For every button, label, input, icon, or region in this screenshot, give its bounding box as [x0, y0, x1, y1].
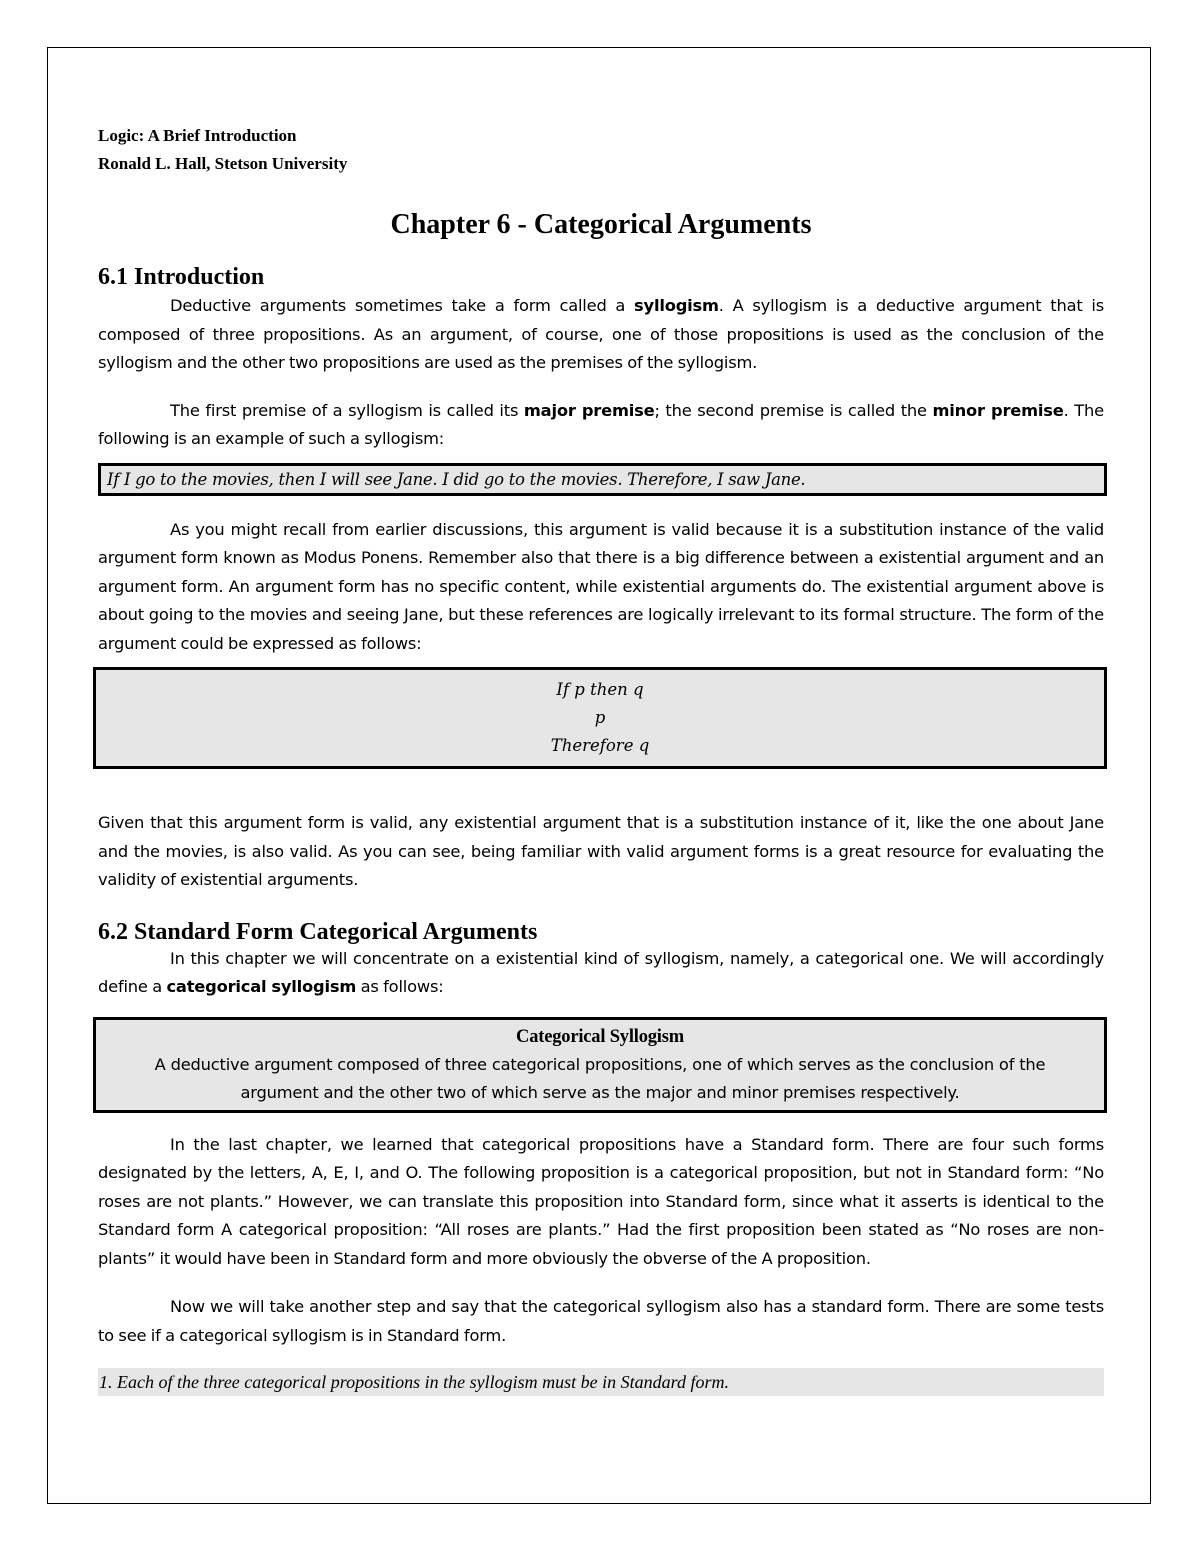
- paragraph-syllogism-intro: Deductive arguments sometimes take a form called a syllogism. A syllogism is a deductive argument that is composed of three propositions. As an argument, of course, one of those propositions is used as the conclusion of the syllogism and the other two propositions are used as the premises of the syllogism.: [98, 296, 1104, 372]
- paragraph-categorical-intro: In this chapter we will concentrate on a existential kind of syllogism, namely, a categorical one. We will accordingly define a categorical syllogism as follows:: [98, 948, 1104, 996]
- standard-form-test-1: 1. Each of the three categorical propositions in the syllogism must be in Standard form.: [98, 1368, 1104, 1396]
- paragraph-standard-tests: Now we will take another step and say that the categorical syllogism also has a standard form. There are some tests to see if a categorical syllogism is in Standard form.: [98, 1297, 1104, 1345]
- paragraph-valid-form: Given that this argument form is valid, any existential argument that is a substitution instance of it, like the one about Jane and the movies, is also valid. As you can see, being familiar with valid argument forms is a great resource for evaluating the validity of existential arguments.: [98, 813, 1104, 889]
- book-title: Logic: A Brief Introduction: [98, 126, 297, 145]
- example-syllogism-box: If I go to the movies, then I will see Jane. I did go to the movies. Therefore, I saw Jane.: [98, 463, 1107, 496]
- form-line-2: p: [594, 708, 606, 727]
- paragraph-modus-ponens: As you might recall from earlier discussions, this argument is valid because it is a substitution instance of the valid argument form known as Modus Ponens. Remember also that there is a big difference between a existential argument and an argument form. An argument form has no specific content, while existential arguments do. The existential argument above is about going to the movies and seeing Jane, but these references are logically irrelevant to its formal structure. The form of the argument could be expressed as follows:: [98, 519, 1104, 653]
- section-heading-intro: 6.1 Introduction: [98, 264, 265, 290]
- term-minor-premise: minor premise: [932, 400, 1064, 420]
- argument-form-box: [93, 667, 1107, 769]
- term-categorical-syllogism: categorical syllogism: [166, 977, 357, 996]
- document-page: [98, 122, 1104, 1396]
- paragraph-premises: The first premise of a syllogism is called its major premise; the second premise is called the minor premise. The following is an example of such a syllogism:: [98, 400, 1104, 448]
- form-line-3: Therefore q: [550, 736, 650, 755]
- section-heading-standard-form: 6.2 Standard Form Categorical Arguments: [98, 918, 538, 945]
- term-major-premise: major premise: [523, 400, 655, 420]
- author-line: Ronald L. Hall, Stetson University: [98, 154, 348, 173]
- definition-title: Categorical Syllogism: [516, 1026, 684, 1047]
- form-line-1: If p then q: [556, 680, 644, 699]
- chapter-title: Chapter 6 - Categorical Arguments: [390, 209, 812, 240]
- paragraph-standard-form: In the last chapter, we learned that categorical propositions have a Standard form. There are four such forms designated by the letters, A, E, I, and O. The following proposition is a categorical proposition, but not in Standard form: “No roses are not plants.” However, we can translate this proposition into Standard form, since what it asserts is identical to the Standard form A categorical proposition: “All roses are plants.” Had the first proposition been stated as “No roses are non-plants” it would have been in Standard form and more obviously the obverse of the A proposition.: [98, 1134, 1104, 1268]
- definition-box: [93, 1017, 1107, 1113]
- term-syllogism: syllogism: [634, 296, 719, 315]
- definition-text: A deductive argument composed of three categorical propositions, one of which serves as the conclusion of the argument and the other two of which serve as the major and minor premises respectively.: [154, 1054, 1046, 1102]
